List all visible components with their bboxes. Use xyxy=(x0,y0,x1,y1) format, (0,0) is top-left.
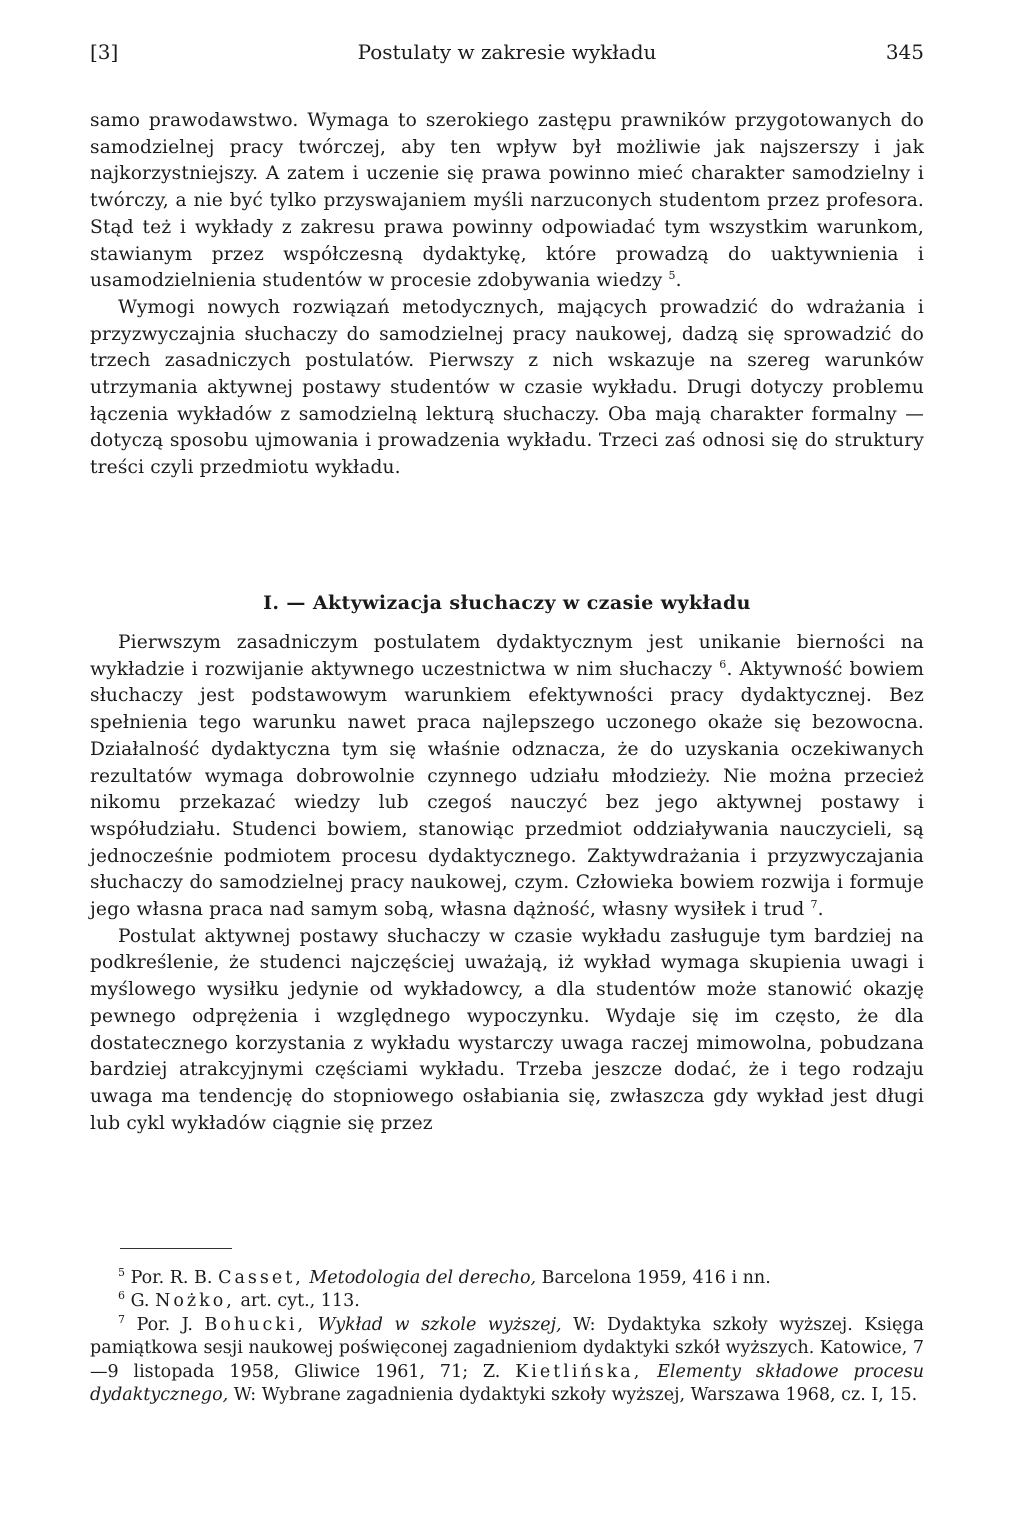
footnote-5 xyxy=(90,1267,924,1290)
footnote-author: Kietlińska, xyxy=(515,1361,643,1382)
footnote-text: W: Dydaktyka szkoły wyższej. Księga pamiątkowa sesji naukowej poświęconej zagadnieniom dydaktyki szkół wyższych. Katowice, 7—9 listopada 1958, Gliwice 1961, 71; Z. xyxy=(90,1314,924,1382)
footnotes xyxy=(90,1267,924,1407)
footnote-text: Por. R. B. xyxy=(130,1268,213,1288)
running-head xyxy=(90,40,924,70)
page-number: 345 xyxy=(885,40,924,64)
footnote-title: Metodologia del derecho, xyxy=(309,1268,537,1288)
footnote-author: Bohucki, xyxy=(204,1314,307,1335)
footnote-text: Por. J. xyxy=(136,1314,193,1335)
footnote-author: Casset, xyxy=(218,1268,304,1288)
paragraph-text: samo prawodawstwo. Wymaga to szerokiego zastępu prawników przygotowanych do samodzielnej pracy twórczej, aby ten wpływ był możliwie jak najszerszy i jak najkorzystniejszy. A zatem i uczenie się prawa powinno mieć charakter samodzielny i twórczy, a nie być tylko przyswajaniem myśli narzuconych studentom przez profesora. Stąd też i wykłady z zakresu prawa powinny odpowiadać tym wszystkim warunkom, stawianym przez współczesną dydaktykę, które prowadzą do uaktywnienia i usamodzielnienia studentów w procesie zdobywania wiedzy xyxy=(90,110,924,292)
footnote-separator xyxy=(120,1248,232,1249)
footnote-text: W: Wybrane zagadnienia dydaktyki szkoły wyższej, Warszawa 1968, cz. I, 15. xyxy=(233,1385,918,1406)
footnote-author: Nożko, xyxy=(155,1291,235,1312)
paragraph: Postulat aktywnej postawy słuchaczy w czasie wykładu zasługuje tym bardziej na podkreślenie, że studenci najczęściej uważają, iż wykład wymaga skupienia uwagi i myślowego wysiłku jedynie od wykładowcy, a dla studentów może stanowić okazję pewnego odprężenia i względnego wypoczynku. Wydaje się im często, że dla dostatecznego korzystania z wykładu wystarczy uwaga raczej mimowolna, pobudzana bardziej atrakcyjnymi częściami wykładu. Trzeba jeszcze dodać, że i tego rodzaju uwaga ma tendencję do stopniowego osłabiania się, zwłaszcza gdy wykład jest długi lub cykl wykładów ciągnie się przez xyxy=(90,925,924,1134)
paragraph-text: . Aktywność bowiem słuchaczy jest podstawowym warunkiem efektywności pracy dydaktycznej. Bez spełnienia tego warunku nawet praca najlepszego uczonego okaże się bezowocna. Działalność dydaktyczna tym się właśnie odznacza, że do uzyskania oczekiwanych rezultatów wymaga dobrowolnie czynnego udziału młodzieży. Nie można przecież nikomu przekazać wiedzy lub czegoś nauczyć bez jego aktywnej postawy i współudziału. Studenci bowiem, stanowiąc przedmiot oddziaływania nauczycieli, są jednocześnie podmiotem procesu dydaktycznego. Zaktywdrażania i przyzwyczajania słuchaczy do samodzielnej pracy naukowej, czym. Człowieka bowiem rozwija i formuje jego własna praca nad samym sobą, własna dążność, własny wysiłek i trud xyxy=(90,658,924,921)
body-text-top xyxy=(90,108,924,482)
footnote-title: Elementy składowe procesu dydaktycznego, xyxy=(90,1361,924,1406)
footnote-number: 6 xyxy=(118,1289,125,1303)
body-text-section xyxy=(90,630,924,1137)
section-heading: I. — Aktywizacja słuchaczy w czasie wykładu xyxy=(263,592,751,614)
paragraph: Wymogi nowych rozwiązań metodycznych, mających prowadzić do wdrażania i przyzwyczajnia słuchaczy do samodzielnej pracy naukowej, dadzą się sprowadzić do trzech zasadniczych postulatów. Pierwszy z nich wskazuje na szereg warunków utrzymania aktywnej postawy studentów w czasie wykładu. Drugi dotyczy problemu łączenia wykładów z samodzielną lekturą słuchaczy. Oba mają charakter formalny — dotyczą sposobu ujmowania i prowadzenia wykładu. Trzeci zaś odnosi się do struktury treści czyli przedmiotu wykładu. xyxy=(90,296,924,479)
footnote-ref: 6 xyxy=(719,657,727,671)
paragraph: samo prawodawstwo. Wymaga to szerokiego zastępu prawników przygotowanych do samodzielnej pracy twórczej, aby ten wpływ był możliwie jak najszerszy i jak najkorzystniejszy. A zatem i uczenie się prawa powinno mieć charakter samodzielny i twórczy, a nie być tylko przyswajaniem myśli narzuconych studentom przez profesora. Stąd też i wykłady z zakresu prawa powinny odpowiadać tym wszystkim warunkom, stawianym przez współczesną dydaktykę, które prowadzą do uaktywnienia i usamodzielnienia studentów w procesie zdobywania wiedzy $^5$. xyxy=(90,110,924,292)
footnote-number: 7 xyxy=(118,1312,125,1326)
footnote-text: art. cyt., 113. xyxy=(240,1291,360,1312)
footnote-text: G. xyxy=(130,1291,150,1312)
footnote-6 xyxy=(90,1290,924,1313)
footnote-ref: 7 xyxy=(810,897,818,911)
section-number: [3] xyxy=(90,40,119,64)
footnote-ref: 5 xyxy=(668,269,676,283)
running-title: Postulaty w zakresie wykładu xyxy=(357,40,657,64)
footnote-text: Barcelona 1959, 416 i nn. xyxy=(541,1268,771,1288)
paragraph-text: Pierwszym zasadniczym postulatem dydaktycznym jest unikanie bierności na wykładzie i rozwijanie aktywnego uczestnictwa w nim słuchaczy xyxy=(90,632,924,680)
footnote-title: Wykład w szkole wyższej, xyxy=(317,1314,562,1335)
footnote-number: 5 xyxy=(118,1266,125,1280)
paragraph: Pierwszym zasadniczym postulatem dydaktycznym jest unikanie bierności na wykładzie i rozwijanie aktywnego uczestnictwa w nim słuchaczy $^6$. Aktywność bowiem słuchaczy jest podstawowym warunkiem efektywności pracy dydaktycznej. Bez spełnienia tego warunku nawet praca najlepszego uczonego okaże się bezowocna. Działalność dydaktyczna tym się właśnie odznacza, że do uzyskania oczekiwanych rezultatów wymaga dobrowolnie czynnego udziału młodzieży. Nie można przecież nikomu przekazać wiedzy lub czegoś nauczyć bez jego aktywnej postawy i współudziału. Studenci bowiem, stanowiąc przedmiot oddziaływania nauczycieli, są jednocześnie podmiotem procesu dydaktycznego. Zaktywdrażania i przyzwyczajania słuchaczy do samodzielnej pracy naukowej, czym. Człowieka bowiem rozwija i formuje jego własna praca nad samym sobą, własna dążność, własny wysiłek i trud $^7$. xyxy=(90,632,924,921)
footnote-7 xyxy=(90,1314,924,1408)
